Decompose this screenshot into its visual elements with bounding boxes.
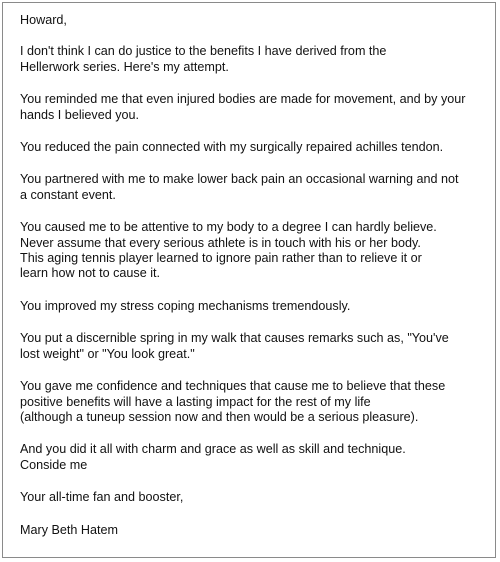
paragraph-attentive-body [20,220,490,282]
text-line: You partnered with me to make lower back pain an occasional warning and not [20,172,459,187]
text-line: You improved my stress coping mechanisms tremendously. [20,298,351,313]
closing [20,490,490,505]
letter-body [20,13,490,538]
text-line: a constant event. [20,187,116,202]
text-line: learn how not to cause it. [20,266,161,281]
text-line: You caused me to be attentive to my body to a degree I can hardly believe. [20,220,437,235]
salutation: Howard, [20,13,67,27]
letter-page [2,2,496,558]
text-line: (although a tuneup session now and then would be a serious pleasure). [20,409,419,424]
paragraph-spring-walk [20,331,490,362]
paragraph-confidence [20,379,490,425]
paragraph-back-pain [20,172,490,203]
text-line: You gave me confidence and techniques that cause me to believe that these [20,379,446,394]
text-line: You reduced the pain connected with my surgically repaired achilles tendon. [20,140,444,155]
text-line: Never assume that every serious athlete is in touch with his or her body. [20,235,421,250]
paragraph-derived-benefits [20,44,490,75]
text-line: You reminded me that even injured bodies are made for movement, and by your [20,92,466,107]
text-line: Your all-time fan and booster, [20,490,184,505]
paragraph-achilles [20,140,490,155]
text-line: You put a discernible spring in my walk that causes remarks such as, "You've [20,331,449,346]
text-line: lost weight" or "You look great." [20,346,195,361]
paragraph-injured-bodies [20,92,490,123]
text-line: This aging tennis player learned to ignore pain rather than to relieve it or [20,251,422,266]
paragraph-charm-grace [20,442,490,473]
text-line: And you did it all with charm and grace as well as skill and technique. [20,442,406,457]
text-line: I don't think I can do justice to the benefits I have derived from the [20,44,387,59]
text-line: positive benefits will have a lasting impact for the rest of my life [20,394,371,409]
text-line: hands I believed you. [20,107,140,122]
text-line: Conside me [20,457,88,472]
text-line: Hellerwork series. Here's my attempt. [20,59,229,74]
signature-name: Mary Beth Hatem [20,522,118,537]
paragraph-stress [20,299,490,314]
